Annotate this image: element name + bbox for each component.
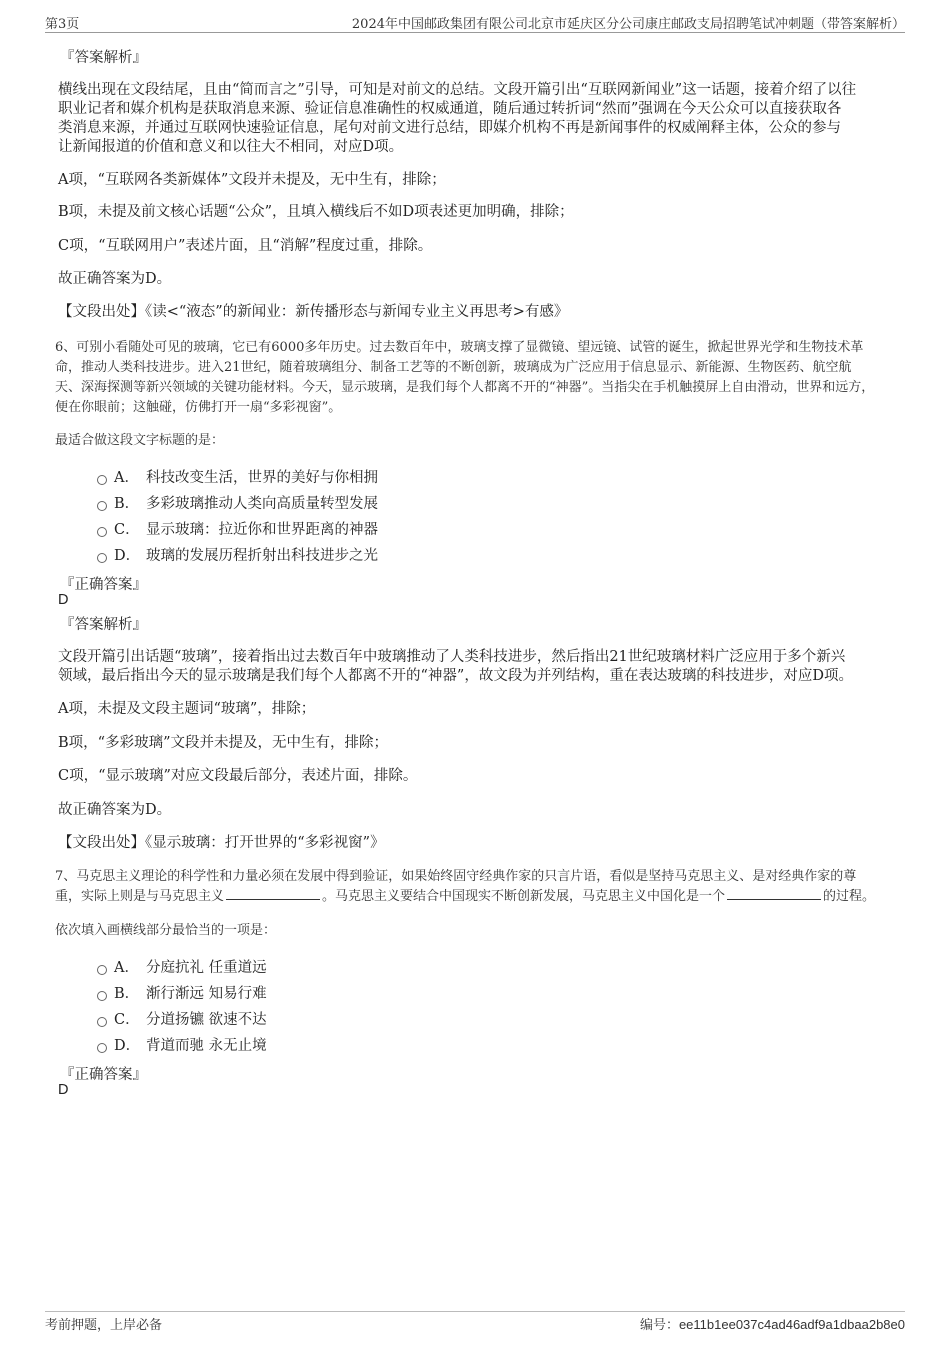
radio-icon[interactable]: [97, 1043, 107, 1053]
radio-icon[interactable]: [97, 527, 107, 537]
radio-icon[interactable]: [97, 475, 107, 485]
document-id: 编号：ee11b1ee037c4ad46adf9a1dbaa2b8e0: [639, 1317, 905, 1332]
radio-icon[interactable]: [97, 1017, 107, 1027]
option-d[interactable]: [97, 1035, 497, 1057]
option-letter: A．: [114, 960, 139, 976]
question-stem-line: 7、马克思主义理论的科学性和力量必须在发展中得到验证，如果始终固守经典作家的只言片语，看似是坚持马克思主义、是对经典作家的尊: [55, 869, 857, 884]
page-number: 第3页: [45, 17, 80, 32]
question-stem-line: 天、深海探测等新兴领域的关键功能材料。今天，显示玻璃，是我们每个人都离不开的“神器”。当指尖在手机触摸屏上自由滑动，世界和远方，: [55, 380, 875, 395]
option-d[interactable]: [97, 545, 497, 567]
question-stem-line: 命，推动人类科技进步。进入21世纪，随着玻璃组分、制备工艺等的不断创新，玻璃成为广泛应用于信息显示、新能源、生物医药、航空航: [55, 360, 852, 375]
option-text: 科技改变生活，世界的美好与你相拥: [146, 470, 378, 486]
question-stem-line: 便在你眼前；这触碰，仿佛打开一扇“多彩视窗”。: [55, 400, 342, 415]
option-letter: C．: [114, 522, 140, 538]
conclusion: 故正确答案为D。: [58, 802, 172, 818]
radio-icon[interactable]: [97, 553, 107, 563]
analysis-line: 横线出现在文段结尾，且由“简而言之”引导，可知是对前文的总结。文段开篇引出“互联网新闻业”这一话题，接着介绍了以往: [58, 82, 857, 98]
analysis-line: 类消息来源，并通过互联网快速验证信息，尾句对前文进行总结，即媒介机构不再是新闻事件的权威阐释主体，公众的参与: [58, 120, 841, 136]
option-letter: A．: [114, 470, 139, 486]
option-b[interactable]: [97, 983, 497, 1005]
document-title: 2024年中国邮政集团有限公司北京市延庆区分公司康庄邮政支局招聘笔试冲刺题（带答案解析）: [351, 17, 905, 32]
stem-text: 的过程。: [823, 889, 876, 904]
option-c-note: C项，“互联网用户”表述片面，且“消解”程度过重，排除。: [58, 238, 433, 254]
option-text: 分庭抗礼 任重道远: [146, 960, 267, 976]
option-b-note: B项，“多彩玻璃”文段并未提及，无中生有，排除；: [58, 735, 388, 751]
stem-text: 。马克思主义要结合中国现实不断创新发展，马克思主义中国化是一个: [322, 889, 726, 904]
correct-answer: D: [58, 1082, 69, 1098]
option-a[interactable]: [97, 957, 497, 979]
footer-slogan: 考前押题，上岸必备: [45, 1318, 163, 1333]
analysis-label: 『答案解析』: [60, 617, 147, 633]
analysis-line: 文段开篇引出话题“玻璃”，接着指出过去数百年中玻璃推动了人类科技进步，然后指出21世纪玻璃材料广泛应用于多个新兴: [58, 649, 846, 665]
option-letter: D．: [114, 548, 141, 564]
option-b[interactable]: [97, 493, 497, 515]
fill-blank: [226, 887, 320, 900]
option-letter: D．: [114, 1038, 141, 1054]
option-letter: B．: [114, 496, 140, 512]
option-text: 渐行渐远 知易行难: [146, 986, 267, 1002]
radio-icon[interactable]: [97, 501, 107, 511]
correct-answer-label: 『正确答案』: [60, 1067, 147, 1083]
option-text: 分道扬镳 欲速不达: [146, 1012, 267, 1028]
stem-text: 重，实际上则是与马克思主义: [55, 889, 225, 904]
option-c-note: C项，“显示玻璃”对应文段最后部分，表述片面，排除。: [58, 768, 418, 784]
source-citation: 【文段出处】《读<“液态”的新闻业：新传播形态与新闻专业主义再思考>有感》: [58, 304, 569, 320]
radio-icon[interactable]: [97, 991, 107, 1001]
option-c[interactable]: [97, 1009, 497, 1031]
analysis-line: 让新闻报道的价值和意义和以往大不相同，对应D项。: [58, 139, 404, 155]
option-b-note: B项，未提及前文核心话题“公众”，且填入横线后不如D项表述更加明确，排除；: [58, 204, 574, 220]
option-text: 多彩玻璃推动人类向高质量转型发展: [146, 496, 378, 512]
question-prompt: 依次填入画横线部分最恰当的一项是：: [55, 923, 277, 938]
footer-divider: [45, 1311, 905, 1312]
option-c[interactable]: [97, 519, 497, 541]
question-prompt: 最适合做这段文字标题的是：: [55, 433, 225, 448]
question-stem-line: 6、可别小看随处可见的玻璃，它已有6000多年历史。过去数百年中，玻璃支撑了显微镜、望远镜、试管的诞生，掀起世界光学和生物技术革: [55, 340, 864, 355]
option-a-note: A项，“互联网各类新媒体”文段并未提及，无中生有，排除；: [58, 172, 446, 188]
source-citation: 【文段出处】《显示玻璃：打开世界的“多彩视窗”》: [58, 835, 385, 851]
question-stem-line: [55, 886, 875, 907]
option-text: 显示玻璃：拉近你和世界距离的神器: [146, 522, 378, 538]
radio-icon[interactable]: [97, 965, 107, 975]
option-text: 玻璃的发展历程折射出科技进步之光: [146, 548, 378, 564]
correct-answer: D: [58, 592, 69, 608]
correct-answer-label: 『正确答案』: [60, 577, 147, 593]
option-letter: B．: [114, 986, 140, 1002]
analysis-line: 领域，最后指出今天的显示玻璃是我们每个人都离不开的“神器”，故文段为并列结构，重在表达玻璃的科技进步，对应D项。: [58, 668, 853, 684]
conclusion: 故正确答案为D。: [58, 271, 172, 287]
option-letter: C．: [114, 1012, 140, 1028]
option-text: 背道而驰 永无止境: [146, 1038, 267, 1054]
option-a-note: A项，未提及文段主题词“玻璃”，排除；: [58, 701, 316, 717]
header-divider: [45, 32, 905, 33]
analysis-label: 『答案解析』: [60, 50, 147, 66]
fill-blank: [727, 887, 821, 900]
analysis-line: 职业记者和媒介机构是获取消息来源、验证信息准确性的权威通道，随后通过转折词“然而”强调在今天公众可以直接获取各: [58, 101, 842, 117]
option-a[interactable]: [97, 467, 497, 489]
